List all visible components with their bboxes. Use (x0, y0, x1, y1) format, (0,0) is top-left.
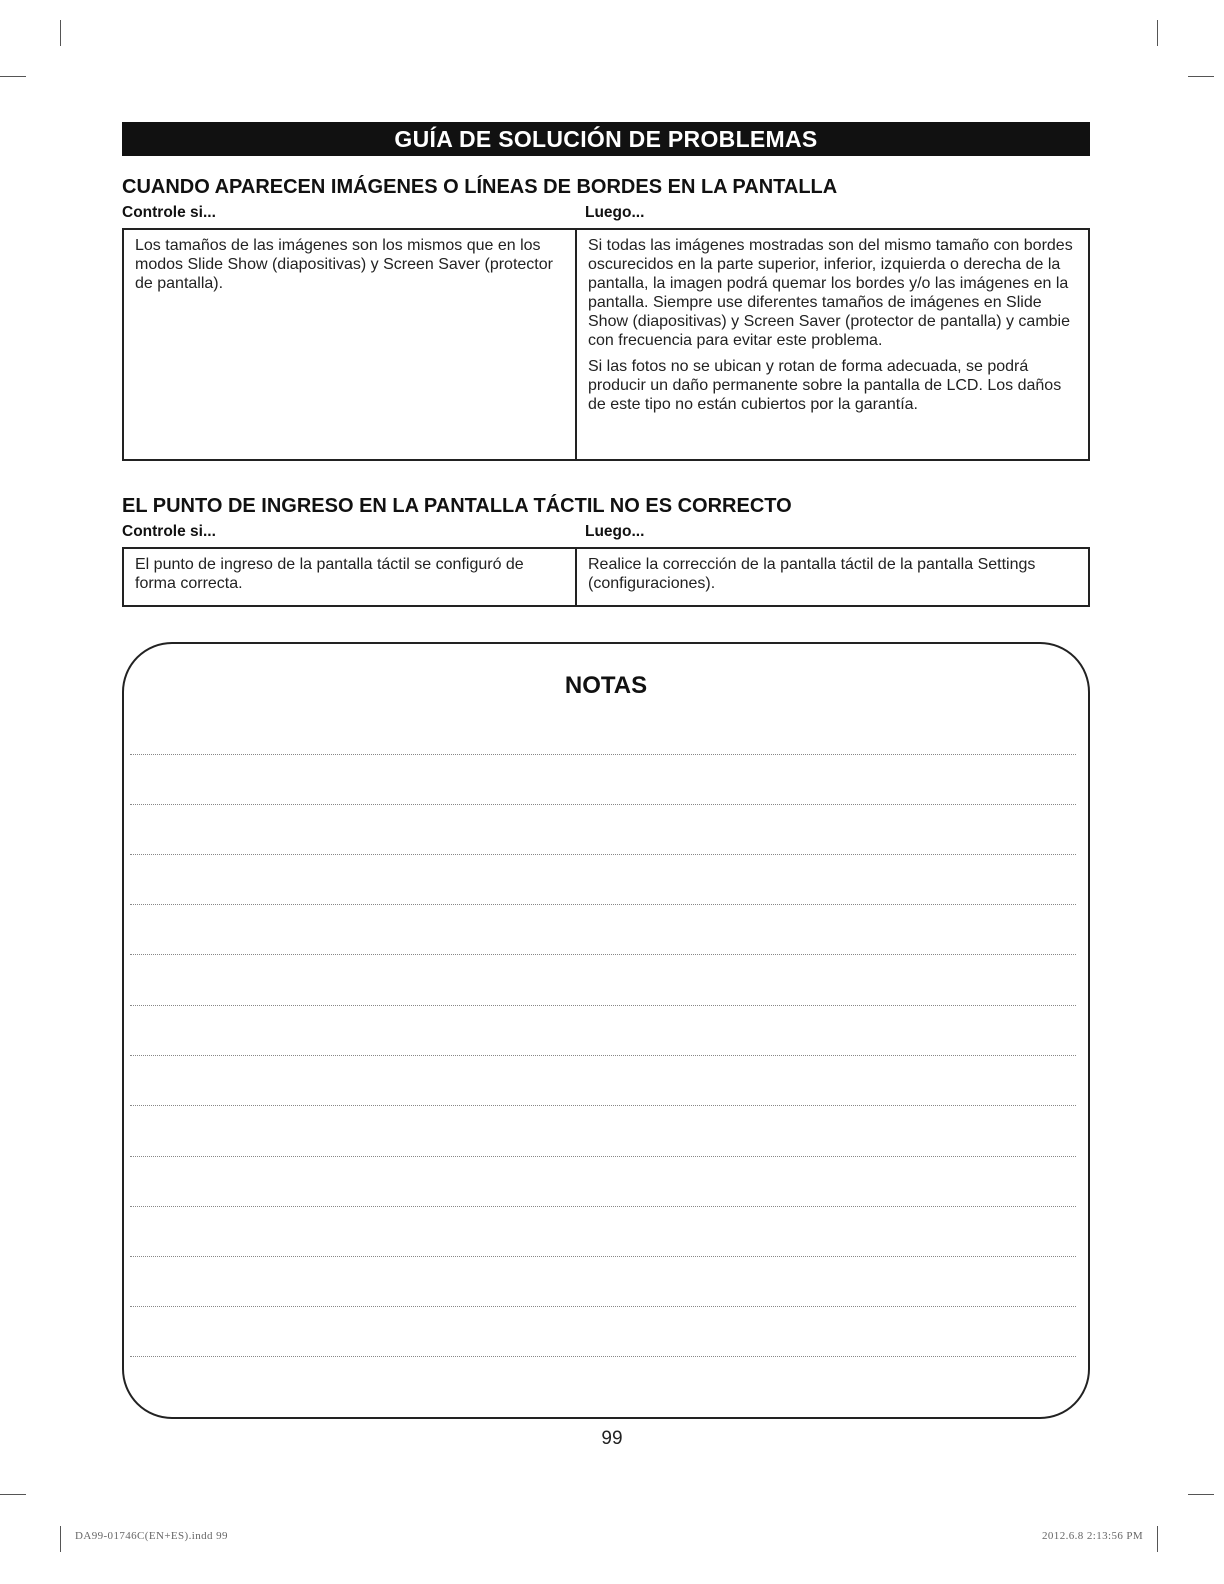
crop-mark (1188, 1494, 1214, 1495)
note-line (130, 804, 1076, 805)
crop-mark (1157, 1526, 1158, 1552)
page-title: GUÍA DE SOLUCIÓN DE PROBLEMAS (122, 122, 1090, 156)
note-line (130, 1206, 1076, 1207)
troubleshooting-table (122, 228, 1090, 461)
check-column-header: Controle si... (122, 523, 216, 540)
crop-mark (1157, 20, 1158, 46)
then-cell (577, 230, 1088, 459)
notes-title: NOTAS (564, 672, 648, 699)
then-text: Si todas las imágenes mostradas son del mismo tamaño con bordes oscurecidos en la parte superior, inferior, izquierda o derecha de la pantalla, la imagen podrá quemar los bordes y/o las imágenes en la pantalla. Siempre use diferentes tamaños de imágenes en Slide Show (diapositivas) y Screen Saver (protector de pantalla) y cambie con frecuencia para evitar este problema. (588, 237, 1073, 349)
note-line (130, 1005, 1076, 1006)
note-line (130, 1256, 1076, 1257)
check-cell (124, 230, 577, 459)
crop-mark (0, 1494, 26, 1495)
notes-box (122, 642, 1090, 1419)
then-cell (577, 549, 1088, 605)
footer-timestamp: 2012.6.8 2:13:56 PM (1042, 1530, 1144, 1542)
note-line (130, 1306, 1076, 1307)
note-line (130, 1156, 1076, 1157)
check-column-header: Controle si... (122, 204, 216, 221)
note-line (130, 954, 1076, 955)
then-column-header: Luego... (585, 523, 645, 540)
section-title-touch-point: EL PUNTO DE INGRESO EN LA PANTALLA TÁCTIL NO ES CORRECTO (122, 495, 792, 517)
check-text: El punto de ingreso de la pantalla táctil se configuró de forma correcta. (135, 556, 524, 592)
check-cell (124, 549, 577, 605)
check-text: Los tamaños de las imágenes son los mismos que en los modos Slide Show (diapositivas) y Screen Saver (protector de pantalla). (135, 237, 553, 292)
section-title-image-burn: CUANDO APARECEN IMÁGENES O LÍNEAS DE BORDES EN LA PANTALLA (122, 176, 838, 198)
crop-mark (0, 76, 26, 77)
note-line (130, 1055, 1076, 1056)
footer-file-name: DA99-01746C(EN+ES).indd 99 (75, 1530, 228, 1542)
then-text: Si las fotos no se ubican y rotan de forma adecuada, se podrá producir un daño permanente sobre la pantalla de LCD. Los daños de este tipo no están cubiertos por la garantía. (588, 358, 1062, 413)
crop-mark (60, 1526, 61, 1552)
then-column-header: Luego... (585, 204, 645, 221)
crop-mark (1188, 76, 1214, 77)
note-line (130, 1105, 1076, 1106)
note-line (130, 904, 1076, 905)
note-line (130, 1356, 1076, 1357)
crop-mark (60, 20, 61, 46)
troubleshooting-table (122, 547, 1090, 607)
page-number: 99 (601, 1428, 623, 1449)
then-text: Realice la corrección de la pantalla táctil de la pantalla Settings (configuraciones). (588, 556, 1036, 592)
note-line (130, 854, 1076, 855)
note-line (130, 754, 1076, 755)
